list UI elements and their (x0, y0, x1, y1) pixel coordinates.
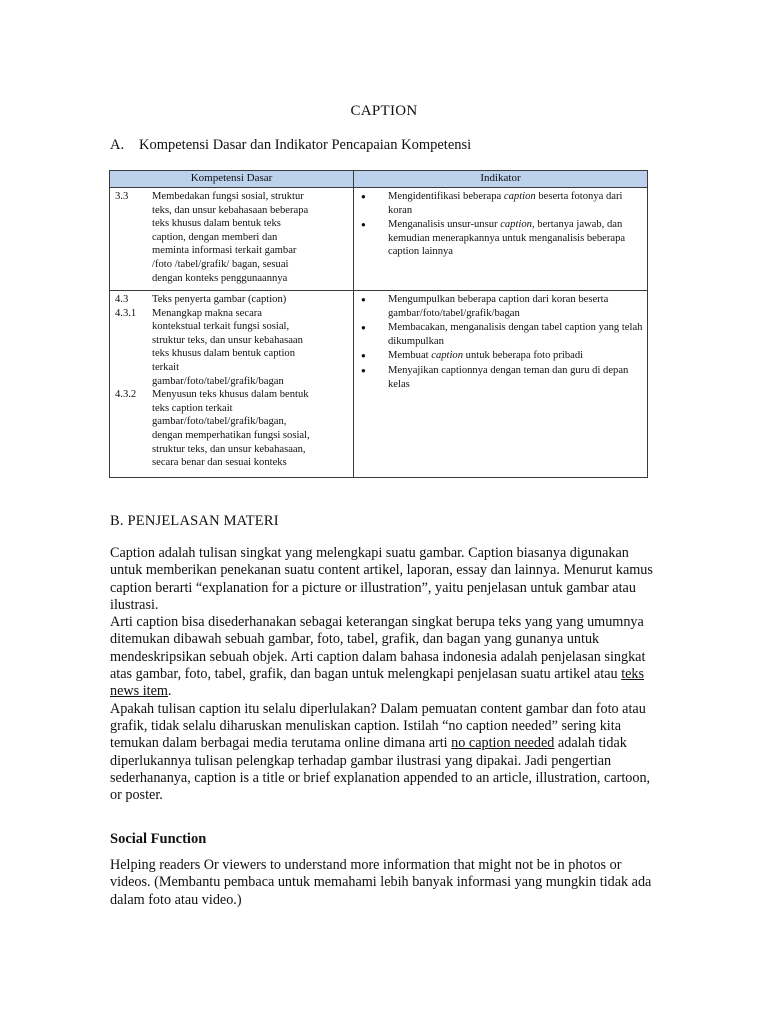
kd-text-line: Menangkap makna secara (152, 307, 263, 319)
indikator-text (388, 321, 643, 348)
no-caption-needed-link[interactable]: no caption needed (451, 735, 555, 752)
indikator-text-italic: caption (503, 191, 536, 202)
indikator-text-end: , bertanya jawab, dan kemudian menerapkannya untuk menganalisis beberapa caption lainnya (388, 219, 626, 258)
kd-text (152, 307, 349, 389)
paragraph-part-1: Caption adalah tulisan singkat yang melengkapi suatu gambar. Caption biasanya digunakan untuk memberikan penekanan suatu content artikel, laporan, essay dan lainnya. Menurut kamus caption berarti “explanation for a picture or illustration”, yaitu penjelasan untuk gambar atau ilustrasi. (110, 545, 653, 613)
bullet-icon: ● (361, 323, 366, 333)
paragraph-part-3-end: adalah tidak diperlukannya tulisan pelengkap terhadap gambar ilustrasi yang dipakai. Jadi pengertian sederhananya, caption is a title or brief explanation appended to an article, illustration, cartoon, or poster. (110, 735, 651, 804)
social-function-paragraph (110, 857, 662, 909)
kd-text-line: dengan memperhatikan fungsi sosial, (152, 429, 310, 441)
kd-code: 4.3 (115, 294, 129, 305)
document-title: CAPTION (350, 103, 418, 119)
kd-text-line: gambar/foto/tabel/grafik/bagan, (152, 416, 287, 428)
kd-text (152, 388, 349, 470)
indikator-item (359, 190, 643, 217)
table-header-kd: Kompetensi Dasar (110, 171, 354, 188)
kd-text-line: Teks penyerta gambar (caption) (152, 294, 287, 305)
paragraph-part-2-text: Arti caption bisa disederhanakan sebagai keterangan singkat berupa teks yang yang umumnya ditemukan dibawah sebuah gambar, foto, tabel, grafik, dan bagan yang gunanya untuk mendeskripsikan sebuah objek. Arti caption dalam bahasa indonesia adalah penjelasan singkat atas gambar, foto, tabel, grafik, dan bagan untuk melengkapi penjelasan suatu artikel atau (110, 614, 646, 683)
social-function-heading: Social Function (110, 831, 207, 847)
indikator-item (359, 321, 643, 348)
section-b-heading: B. PENJELASAN MATERI (110, 513, 279, 529)
indikator-text-end: untuk beberapa foto pribadi (463, 350, 584, 362)
kd-code: 4.3.1 (115, 307, 137, 319)
table-header-indikator: Indikator (354, 171, 648, 188)
kd-text-line: caption, dengan memberi dan (152, 231, 278, 243)
indikator-text-start: Menganalisis unsur-unsur (388, 219, 501, 231)
section-a-title: Kompetensi Dasar dan Indikator Pencapaian Kompetensi (139, 137, 472, 153)
kd-text-line: teks, dan unsur kebahasaan beberapa (152, 204, 309, 216)
indikator-text (388, 218, 643, 259)
kd-text-line: meminta informasi terkait gambar (152, 245, 297, 257)
kd-item (115, 388, 349, 470)
indikator-item (359, 293, 643, 320)
kd-text-line: Membedakan fungsi sosial, struktur (152, 191, 304, 202)
kd-text-line: terkait (152, 361, 180, 373)
indikator-text-italic: caption (500, 219, 532, 231)
table-row (110, 291, 648, 478)
indikator-text-start: Membacakan, menganalisis dengan tabel caption yang telah dikumpulkan (388, 322, 643, 347)
indikator-text (388, 190, 643, 217)
kd-text (152, 293, 349, 307)
kd-text-line: Menyusun teks khusus dalam bentuk (152, 389, 309, 401)
kd-item (115, 190, 349, 285)
bullet-icon: ● (361, 351, 366, 361)
table-body (110, 188, 648, 478)
kd-text-line: /foto /tabel/grafik/ bagan, sesuai (152, 258, 289, 270)
paragraph-part-2 (110, 614, 662, 700)
kd-text-line: teks khusus dalam bentuk teks (152, 218, 281, 230)
bullet-icon: ● (361, 295, 366, 304)
kd-code: 3.3 (115, 191, 129, 202)
indikator-text-italic: caption (431, 350, 464, 362)
kd-text (152, 190, 349, 285)
bullet-icon: ● (361, 365, 366, 375)
teks-news-item-link[interactable]: teks news item (110, 666, 645, 700)
indikator-item (359, 364, 643, 391)
paragraph-part-3 (110, 701, 662, 805)
kd-text-line: teks caption terkait (152, 402, 233, 414)
kd-cell (110, 188, 354, 291)
kd-text-line: dengan konteks penggunaannya (152, 272, 288, 284)
paragraph-part-3-text: Apakah tulisan caption itu selalu diperlulakan? Dalam pemuatan content gambar dan foto atau grafik, tidak selalu diharuskan menuliskan caption. Istilah “no caption needed” sering kita temukan dalam berbagai media terutama online dimana arti (110, 700, 646, 752)
section-a-heading (110, 137, 471, 154)
competency-table (109, 170, 648, 478)
indikator-text-start: Menyajikan captionnya dengan teman dan guru di depan kelas (388, 364, 629, 390)
indikator-text (388, 293, 643, 320)
indikator-cell (354, 291, 648, 478)
section-a-number: A. (110, 137, 125, 153)
indikator-item (359, 349, 643, 363)
indikator-text-start: Mengidentifikasi beberapa (388, 191, 504, 202)
explanation-paragraph (110, 545, 662, 804)
indikator-item (359, 218, 643, 259)
indikator-text-end: beserta fotonya dari koran (388, 191, 623, 216)
kd-item (115, 293, 349, 307)
indikator-cell (354, 188, 648, 291)
kd-text-line: struktur teks, dan unsur kebahasaan (152, 334, 303, 346)
kd-code: 4.3.2 (115, 389, 137, 401)
kd-item (115, 307, 349, 389)
kd-text-line: gambar/foto/tabel/grafik/bagan (152, 375, 284, 387)
table-header-row (110, 171, 648, 188)
kd-text-line: struktur teks, dan unsur kebahasaan, (152, 443, 306, 455)
indikator-text-start: Mengumpulkan beberapa caption dari koran beserta gambar/foto/tabel/grafik/bagan (388, 294, 609, 319)
bullet-icon: ● (361, 220, 366, 230)
indikator-text-start: Membuat (388, 350, 432, 362)
social-function-text: Helping readers Or viewers to understand more information that might not be in photos or videos. (Membantu pembaca untuk memahami lebih banyak informasi yang mungkin tidak ada dalam foto atau video.) (110, 857, 652, 908)
kd-text-line: kontekstual terkait fungsi sosial, (152, 321, 290, 333)
bullet-icon: ● (361, 192, 366, 201)
paragraph-part-2-end: . (167, 683, 172, 700)
kd-cell (110, 291, 354, 478)
kd-text-line: teks khusus dalam bentuk caption (152, 348, 295, 360)
indikator-text (388, 349, 643, 363)
indikator-text (388, 364, 643, 391)
table-row (110, 188, 648, 291)
kd-text-line: secara benar dan sesuai konteks (152, 457, 287, 469)
